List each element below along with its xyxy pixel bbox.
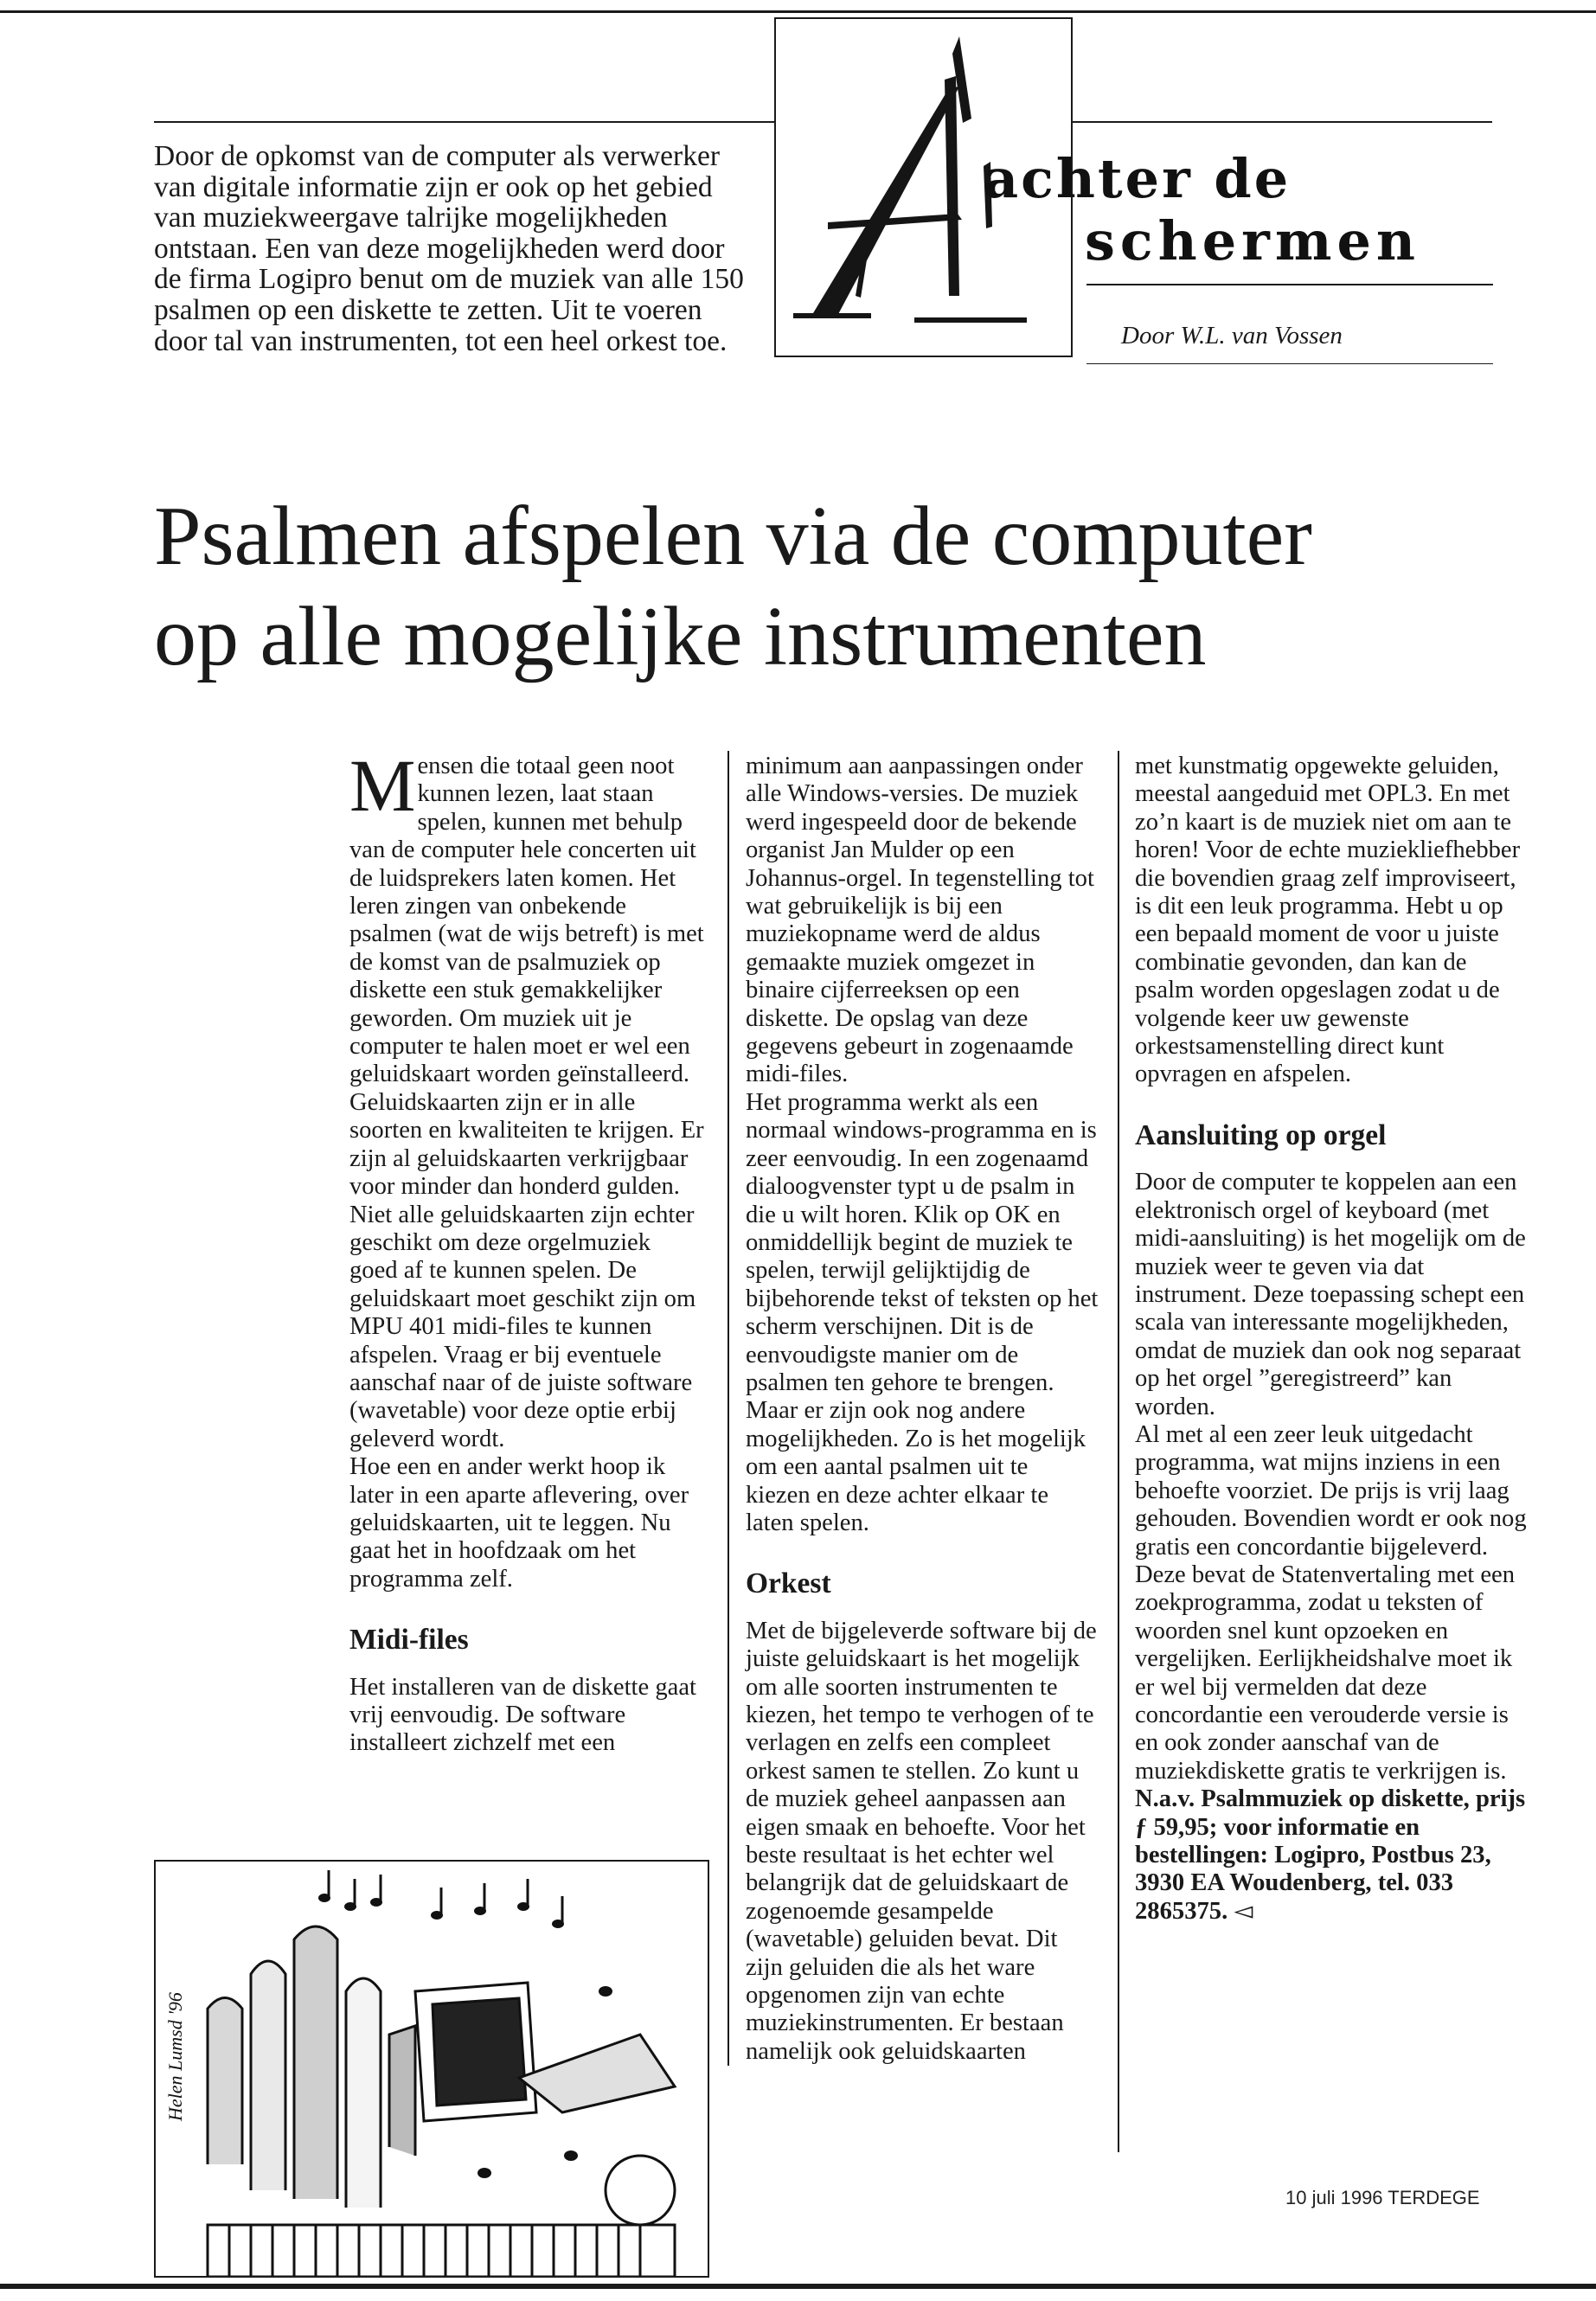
col2-paragraph-2: Het programma werkt als een normaal windows-programma en is zeer eenvoudig. In een zogenaamd dialoogvenster typt u de psalm in die u wilt horen. Klik op OK en onmiddellijk begint de muziek te spelen, terwijl gelijktijdig de bijbehorende tekst of teksten op het scherm verschijnen. Dit is de eenvoudigste manier om de psalmen ten gehore te brengen. Maar er zijn ook nog andere mogelijkheden. Zo is het mogelijk om een aantal psalmen uit te kiezen en deze achter elkaar te laten spelen. xyxy=(746,1088,1099,1536)
page-footer: 10 juli 1996 TERDEGE xyxy=(1285,2187,1480,2208)
header-rule-left xyxy=(154,121,774,123)
col1-paragraph-2: Hoe een en ander werkt hoop ik later in een aparte aflevering, over geluidskaarten, uit te leggen. Nu gaat het in hoofdzaak om het programma zelf. xyxy=(349,1453,689,1593)
col1-paragraph-3: Het installeren van de diskette gaat vrij eenvoudig. De software installeert zichzelf met een xyxy=(349,1673,696,1757)
intro-paragraph: Door de opkomst van de computer als verwerker van digitale informatie zijn er ook op het gebied van muziekweergave talrijke mogelijkheden ontstaan. Een van deze mogelijkheden werd door de firma Logipro benut om de muziek van alle 150 psalmen op een diskette te zetten. Uit te voeren door tal van instrumenten, tot een heel orkest toe. xyxy=(154,140,744,357)
byline-rule-top xyxy=(1086,284,1493,285)
col2-paragraph-1: minimum aan aanpassingen onder alle Windows-versies. De muziek werd ingespeeld door de bekende organist Jan Mulder op een Johannus-orgel. In tegenstelling tot wat gebruikelijk is bij een muziekopname werd de aldus gemaakte muziek omgezet in binaire cijferreeksen op een diskette. De opslag van deze gegevens gebeurt in zogenaamde midi-files. xyxy=(746,753,1094,1088)
col1-paragraph-1 xyxy=(349,744,704,1453)
drop-cap-m: M xyxy=(349,744,416,827)
headline-line1: Psalmen afspelen via de computer xyxy=(154,490,1312,583)
illustrator-signature: Helen Lumsd '96 xyxy=(164,1992,186,2121)
col3-paragraph-2: Door de computer te koppelen aan een elektronisch orgel of keyboard (met midi-aansluiting) is het mogelijk om de muziek weer te geven via dat instrument. Deze toepassing schept een scala van interessante mogelijkheden, omdat de muziek dan ook nog separaat op het orgel ”geregistreerd” kan worden. xyxy=(1135,1169,1526,1420)
text-column-2 xyxy=(746,753,1099,2066)
end-mark-icon: ◅ xyxy=(1234,1897,1253,1925)
column-title-line1: achter de xyxy=(984,147,1292,210)
col1-p1-text: ensen die totaal geen noot kunnen lezen, laat staan spelen, kunnen met behulp van de computer hele concerten uit de luidsprekers laten komen. Het leren zingen van onbekende psalmen (wat de wijs betreft) is met de komst van de psalmuziek op diskette een stuk gemakkelijker geworden. Om muziek uit je computer te halen moet er wel een geluidskaart worden geïnstalleerd. Geluidskaarten zijn er in alle soorten en kwaliteiten te krijgen. Er zijn al geluidskaarten verkrijgbaar voor minder dan honderd gulden. Niet alle geluidskaarten zijn echter geschikt om deze orgelmuziek goed af te kunnen spelen. De geluidskaart moet geschikt zijn om MPU 401 midi-files te kunnen afspelen. Vraag er bij eventuele aanschaf naar of de juiste software (wavetable) voor deze optie erbij geleverd wordt. xyxy=(349,753,704,1452)
headline-line2: op alle mogelijke instrumenten xyxy=(154,590,1207,683)
col3-paragraph-3: Al met al een zeer leuk uitgedacht programma, wat mijns inziens in een behoefte voorziet. De prijs is vrij laag gehouden. Bovendien wordt er ook nog gratis een concordantie bijgeleverd. Deze bevat de Statenvertaling met een zoekprogramma, zodat u teksten of woorden snel kunt opzoeken en vergelijken. Eerlijkheidshalve moet ik er wel bij vermelden dat deze concordantie een verouderde versie is en ook zonder aanschaf van de muziekdiskette gratis te verkrijgen is. xyxy=(1135,1420,1527,1785)
heading-midi-files: Midi-files xyxy=(349,1624,469,1657)
organ-and-notes-drawing xyxy=(156,1862,709,2278)
text-column-1 xyxy=(349,744,704,1758)
byline: Door W.L. van Vossen xyxy=(1121,322,1343,349)
byline-rule-bottom xyxy=(1086,363,1493,364)
header-rule-right xyxy=(1073,121,1492,123)
music-illustration xyxy=(154,1860,709,2278)
top-border xyxy=(0,10,1596,13)
heading-aansluiting-op-orgel: Aansluiting op orgel xyxy=(1135,1118,1387,1151)
col3-paragraph-1: met kunstmatig opgewekte geluiden, meestal aangeduid met OPL3. En met zo’n kaart is de muziek niet om aan te horen! Voor de echte muziekliefhebber die bovendien graag zelf improviseert, is dit een leuk programma. Hebt u op een bepaald moment de voor u juiste combinatie gevonden, dan kan de psalm worden opgeslagen zodat u de volgende keer uw gewenste orkestsamenstelling direct kunt opvragen en afspelen. xyxy=(1135,753,1521,1088)
column-rule-1 xyxy=(727,751,729,2066)
col2-paragraph-3: Met de bijgeleverde software bij de juiste geluidskaart is het mogelijk om alle soorten instrumenten te kiezen, het tempo te verhogen of te verlagen en zelfs een compleet orkest samen te stellen. Zo kunt u de muziek geheel aanpassen aan eigen smaak en behoefte. Voor het beste resultaat is het echter wel belangrijk dat de geluidskaart de zogenoemde gesampelde (wavetable) geluiden bevat. Dit zijn geluiden die als het ware opgenomen zijn van echte muziekinstrumenten. Er bestaan namelijk ook geluidskaarten xyxy=(746,1617,1097,2065)
headline xyxy=(154,486,1573,687)
ordering-info: N.a.v. Psalmmuziek op diskette, prijs ƒ 59,95; voor informatie en bestellingen: Logipro, Postbus 23, 3930 EA Woudenberg, tel. 033 2865375. xyxy=(1135,1785,1526,1925)
col3-paragraph-4 xyxy=(1135,1785,1529,1926)
text-column-3 xyxy=(1135,753,1529,1926)
heading-orkest: Orkest xyxy=(746,1567,831,1600)
column-title-line2: schermen xyxy=(1085,209,1420,272)
bottom-border xyxy=(0,2284,1596,2289)
column-rule-2 xyxy=(1118,751,1119,2152)
